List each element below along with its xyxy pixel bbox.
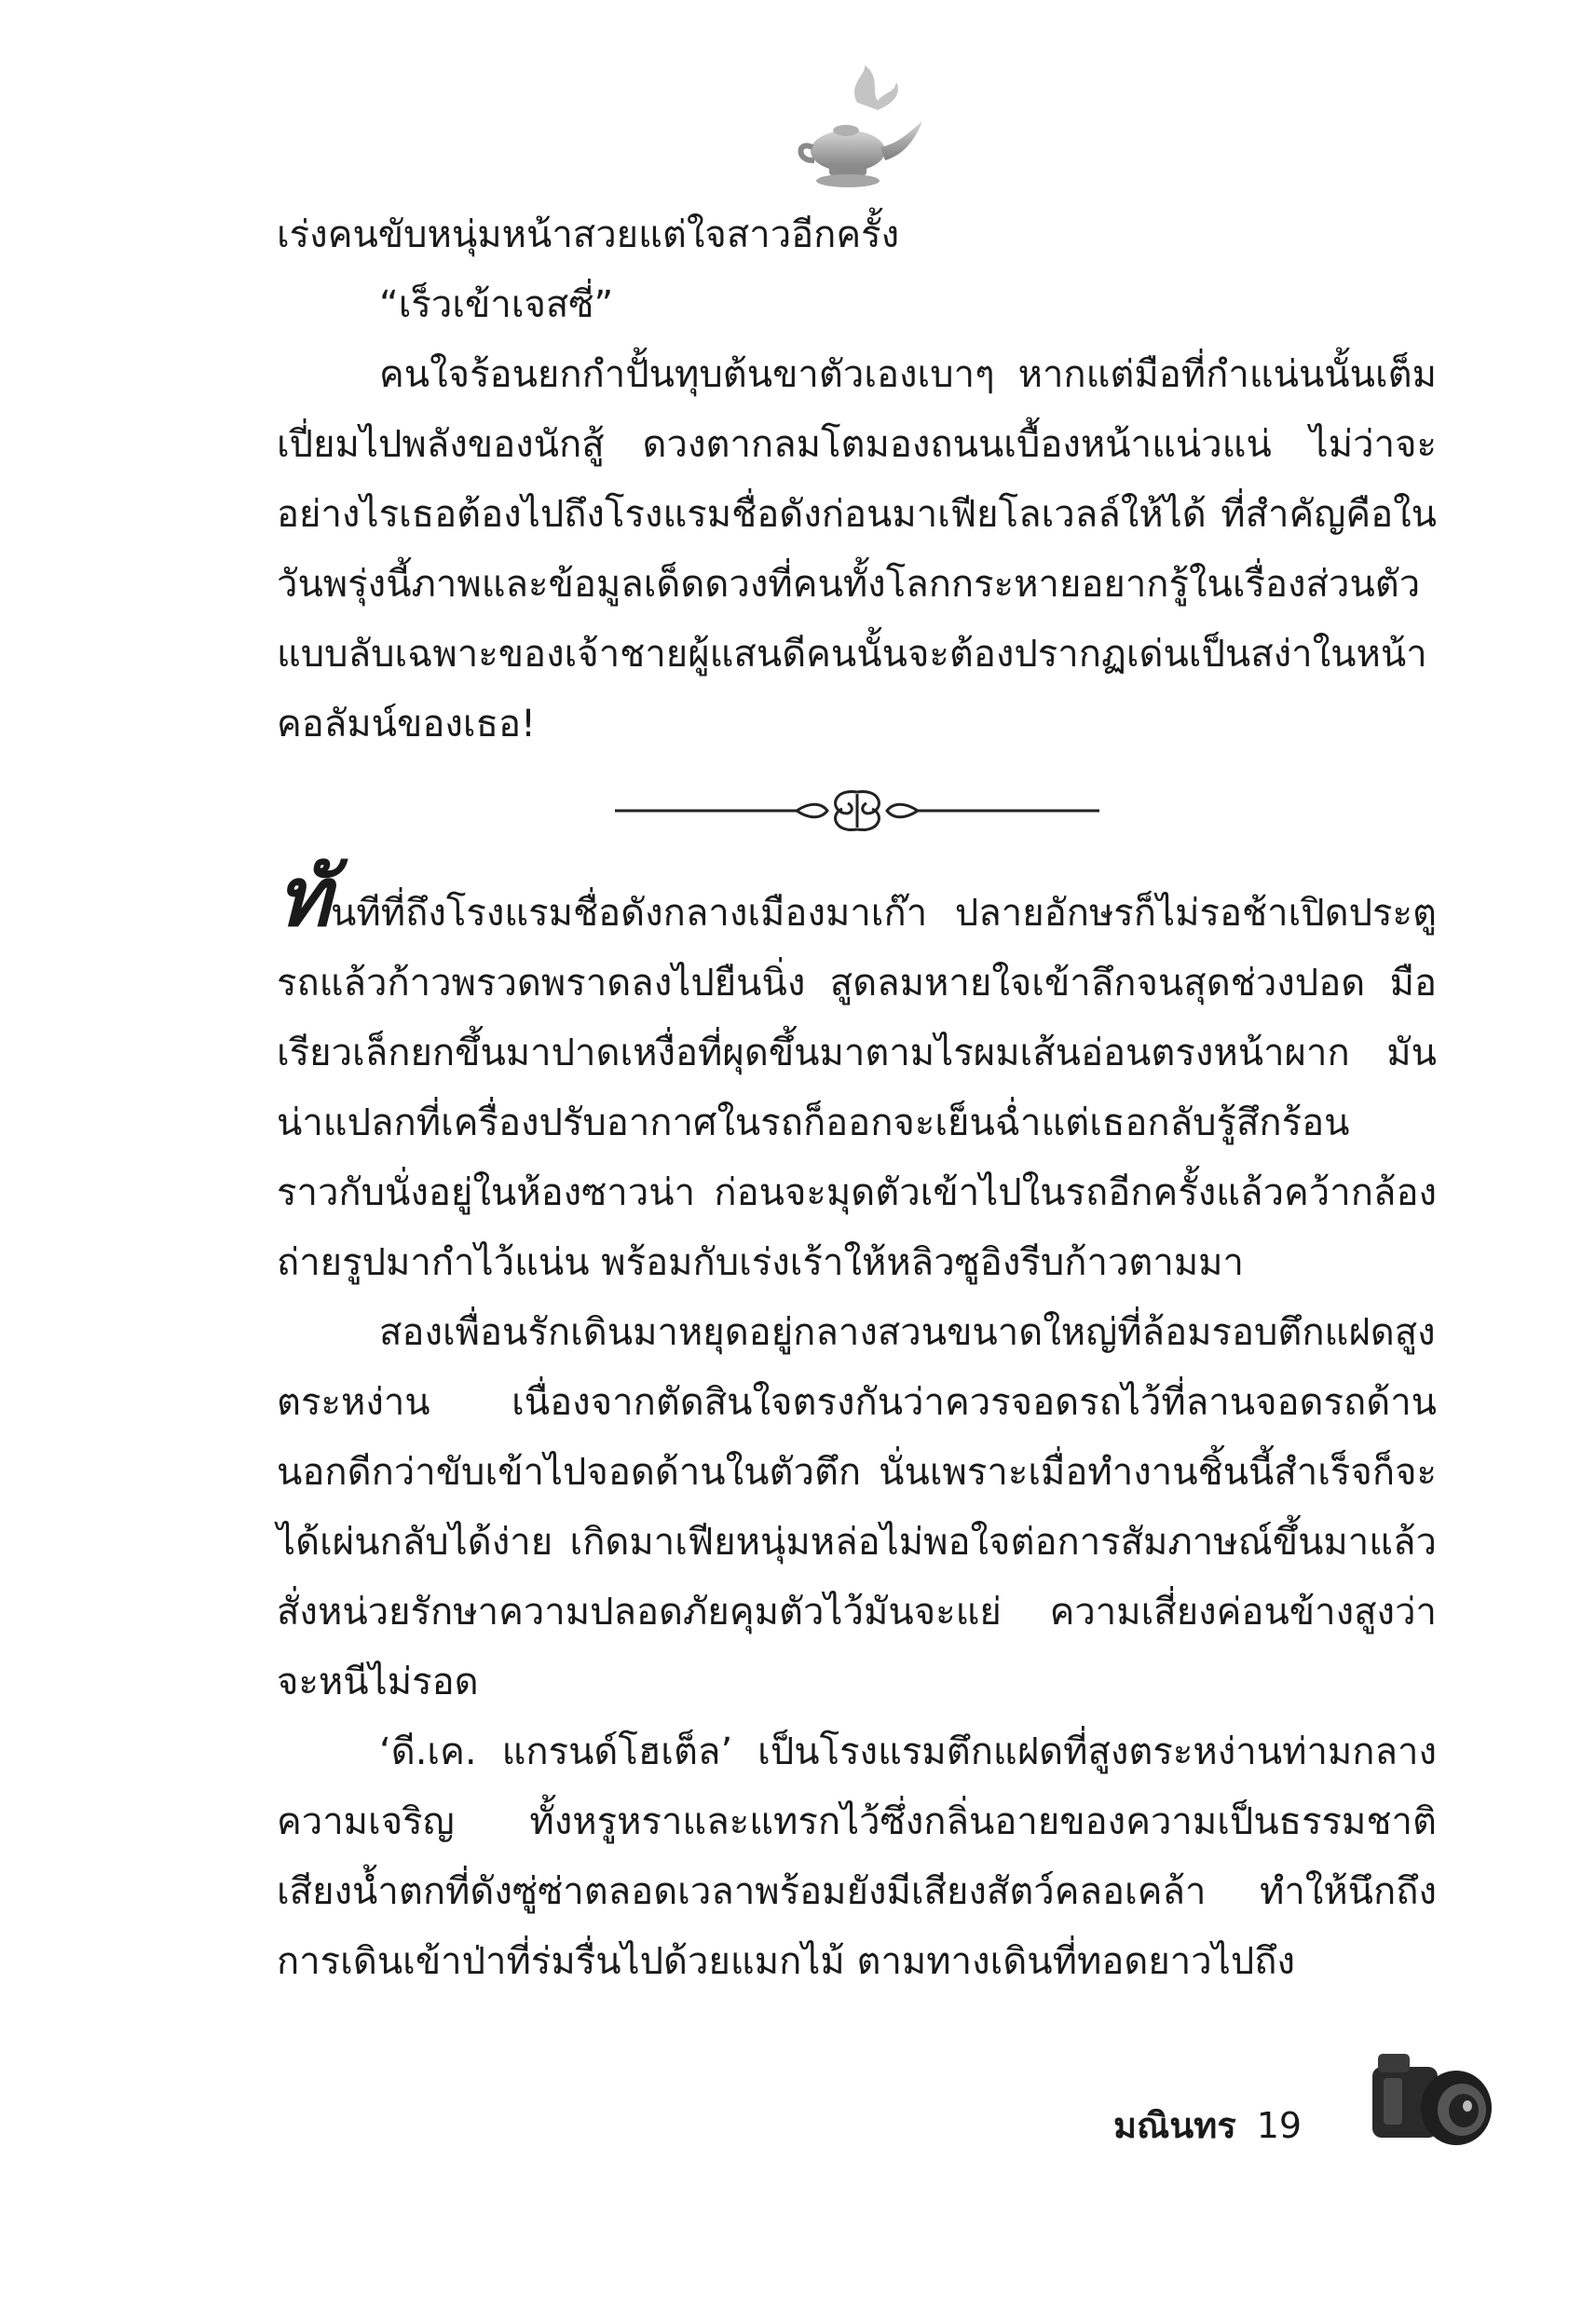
drop-cap: ทั xyxy=(277,848,332,945)
ornamental-divider xyxy=(277,759,1437,862)
page-footer xyxy=(1113,2097,1302,2154)
paragraph-text: นทีที่ถึงโรงแรมชื่อดังกลางเมืองมาเก๊า ปลายอักษรก็ไม่รอช้าเปิดประตูรถแล้วก้าวพรวดพราดลงไปยืนนิ่ง สูดลมหายใจเข้าลึกจนสุดช่วงปอด มือเรียวเล็กยกขึ้นมาปาดเหงื่อที่ผุดขึ้นมาตามไรผมเส้นอ่อนตรงหน้าผาก มันน่าแปลกที่เครื่องปรับอากาศในรถก็ออกจะเย็นฉ่ำแต่เธอกลับรู้สึกร้อนราวกับนั่งอยู่ในห้องซาวน่า ก่อนจะมุดตัวเข้าไปในรถอีกครั้งแล้วคว้ากล้องถ่ายรูปมากำไว้แน่น พร้อมกับเร่งเร้าให้หลิวซูอิงรีบก้าวตามมา xyxy=(277,892,1437,1284)
paragraph: สองเพื่อนรักเดินมาหยุดอยู่กลางสวนขนาดใหญ่ที่ล้อมรอบตึกแฝดสูงตระหง่าน เนื่องจากตัดสินใจตรงกันว่าควรจอดรถไว้ที่ลานจอดรถด้านนอกดีกว่าขับเข้าไปจอดด้านในตัวตึก นั่นเพราะเมื่อทำงานชิ้นนี้สำเร็จก็จะได้เผ่นกลับได้ง่าย เกิดมาเฟียหนุ่มหล่อไม่พอใจต่อการสัมภาษณ์ขึ้นมาแล้วสั่งหน่วยรักษาความปลอดภัยคุมตัวไว้มันจะแย่ ความเสี่ยงค่อนข้างสูงว่าจะหนีไม่รอด xyxy=(277,1311,1437,1703)
page-number: 19 xyxy=(1256,2104,1303,2146)
paragraph: “เร็วเข้าเจสซี่” xyxy=(379,283,614,326)
paragraph xyxy=(277,848,1437,1298)
paragraph: คนใจร้อนยกกำปั้นทุบต้นขาตัวเองเบาๆ หากแต่มือที่กำแน่นนั้นเต็มเปี่ยมไปพลังของนักสู้ ดวงตากลมโตมองถนนเบื้องหน้าแน่วแน่ ไม่ว่าจะอย่างไรเธอต้องไปถึงโรงแรมชื่อดังก่อนมาเฟียโลเวลล์ให้ได้ ที่สำคัญคือในวันพรุ่งนี้ภาพและข้อมูลเด็ดดวงที่คนทั้งโลกกระหายอยากรู้ในเรื่องส่วนตัวแบบลับเฉพาะของเจ้าชายผู้แสนดีคนนั้นจะต้องปรากฏเด่นเป็นสง่าในหน้าคอลัมน์ของเธอ! xyxy=(277,353,1437,745)
body-text xyxy=(277,200,1437,1997)
magic-lamp-icon xyxy=(792,65,932,191)
divider-flourish-icon xyxy=(615,783,1099,839)
camera-icon xyxy=(1365,2041,1495,2157)
paragraph: เร่งคนขับหนุ่มหน้าสวยแต่ใจสาวอีกครั้ง xyxy=(277,213,900,256)
book-title: มณินทร xyxy=(1113,2105,1236,2146)
paragraph: ‘ดี.เค. แกรนด์โฮเต็ล’ เป็นโรงแรมตึกแฝดที่สูงตระหง่านท่ามกลางความเจริญ ทั้งหรูหราและแทรกไว้ซึ่งกลิ่นอายของความเป็นธรรมชาติ เสียงน้ำตกที่ดังซู่ซ่าตลอดเวลาพร้อมยังมีเสียงสัตว์คลอเคล้า ทำให้นึกถึงการเดินเข้าป่าที่ร่มรื่นไปด้วยแมกไม้ ตามทางเดินที่ทอดยาวไปถึง xyxy=(277,1730,1437,1983)
